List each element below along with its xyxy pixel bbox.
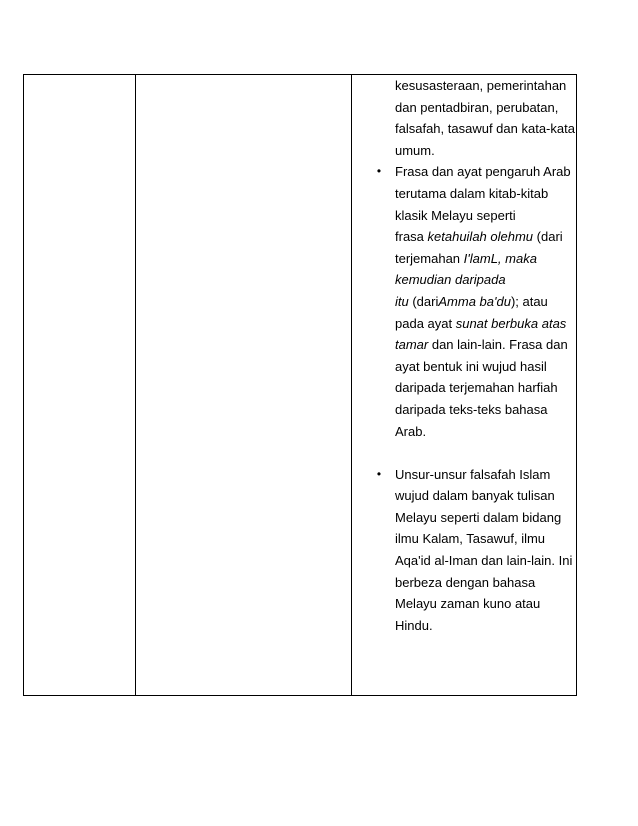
bullet-line: Hindu. — [395, 617, 433, 633]
italic-phrase: tamar — [395, 337, 429, 353]
bullet-line: Melayu zaman kuno atau — [395, 596, 541, 612]
bullet-line: berbeza dengan bahasa — [395, 574, 536, 590]
content-table — [23, 74, 577, 696]
bullet-line — [395, 291, 575, 313]
para1-line: umum. — [395, 142, 435, 158]
table-column-2 — [136, 75, 352, 695]
text-run: pada ayat — [395, 315, 456, 331]
text-run: (dari — [533, 229, 563, 245]
bullet-line — [395, 269, 575, 291]
bullet-line: klasik Melayu seperti — [395, 207, 516, 223]
bullet-line: ilmu Kalam, Tasawuf, ilmu — [395, 531, 546, 547]
bullet-line: wujud dalam banyak tulisan — [395, 488, 555, 504]
italic-phrase: kemudian daripada — [395, 272, 506, 288]
bullet-line — [395, 313, 575, 335]
bullet-icon: • — [376, 466, 382, 481]
bullet-line — [395, 334, 575, 356]
bullet-item-islamic-philosophy — [376, 464, 575, 637]
table-column-1 — [24, 75, 136, 695]
para1-line: dan pentadbiran, perubatan, — [395, 99, 559, 115]
bullet-icon: • — [376, 164, 382, 179]
text-run: (dari — [408, 293, 439, 309]
column-3-text — [376, 75, 575, 636]
text-run: ); atau — [510, 293, 548, 309]
bullet-line: terutama dalam kitab-kitab — [395, 185, 549, 201]
spacer — [395, 442, 575, 464]
bullet-line: Aqa'id al-Iman dan lain-lain. Ini — [395, 553, 573, 569]
italic-phrase: Amma ba'du — [438, 293, 511, 309]
bullet-line — [395, 248, 575, 270]
italic-phrase: ketahuilah olehmu — [427, 229, 534, 245]
para1-line: kesusasteraan, pemerintahan — [395, 78, 567, 93]
bullet-line: Unsur-unsur falsafah Islam — [395, 466, 551, 482]
table-column-3 — [352, 75, 576, 695]
italic-phrase: itu — [395, 293, 409, 309]
italic-phrase: I'lamL, maka — [463, 250, 537, 266]
text-run: dan lain-lain. Frasa dan — [428, 337, 568, 353]
italic-phrase: sunat berbuka atas — [455, 315, 567, 331]
para1-line: falsafah, tasawuf dan kata-kata — [395, 121, 575, 137]
bullet-line — [395, 226, 575, 248]
bullet-item-arabic-phrases — [376, 161, 575, 442]
bullet-line: daripada teks-teks bahasa — [395, 401, 548, 417]
bullet-line: ayat bentuk ini wujud hasil — [395, 358, 547, 374]
bullet-line: Melayu seperti dalam bidang — [395, 509, 562, 525]
text-run: terjemahan — [395, 250, 464, 266]
bullet-line: Frasa dan ayat pengaruh Arab — [395, 164, 571, 180]
bullet-line: Arab. — [395, 423, 427, 439]
text-run: frasa — [395, 229, 428, 245]
bullet-line: daripada terjemahan harfiah — [395, 380, 558, 396]
